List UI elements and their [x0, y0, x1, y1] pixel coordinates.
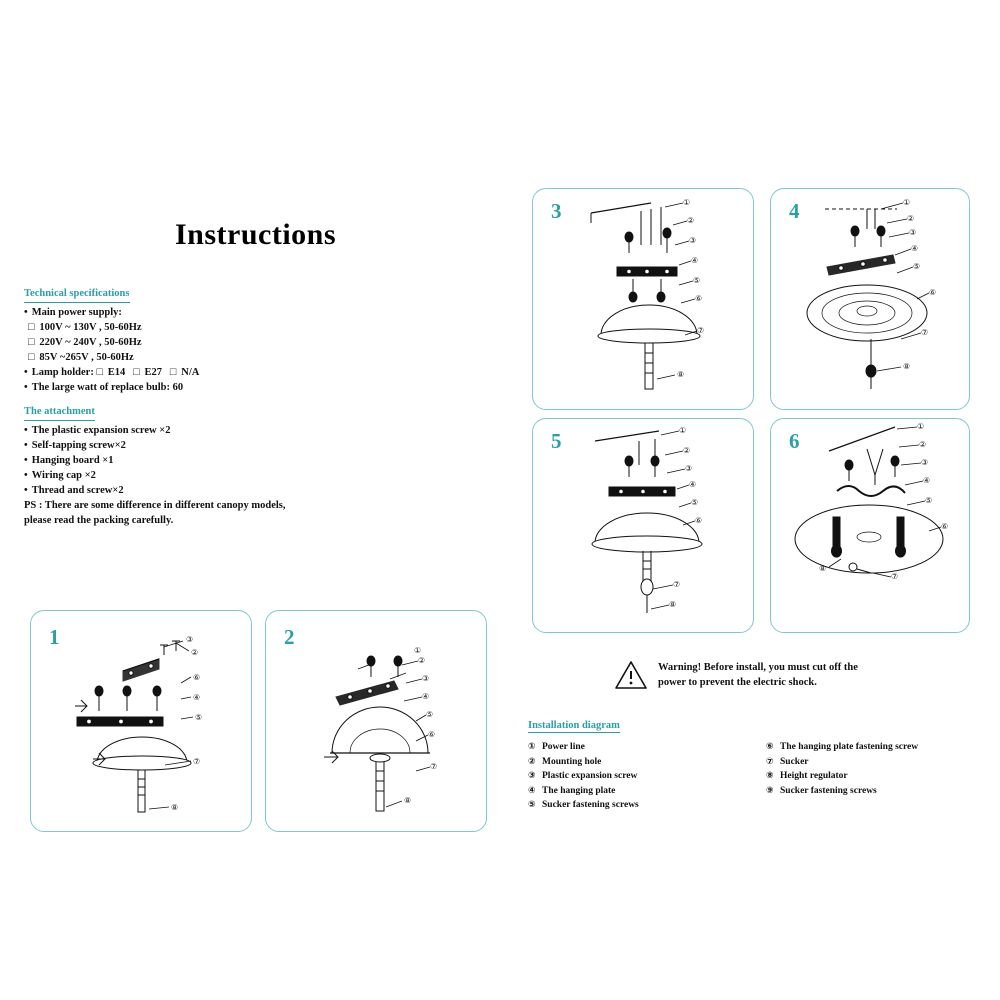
attachment-item-2: • Self-tapping screw×2 [24, 438, 334, 453]
svg-text:⑧: ⑧ [903, 362, 911, 371]
svg-text:⑦: ⑦ [193, 757, 201, 766]
legend-label: The hanging plate [542, 785, 616, 796]
ps-note-line-2: please read the packing carefully. [24, 515, 174, 526]
step-panel-6 [770, 418, 970, 633]
legend-label: Mounting hole [542, 756, 602, 767]
svg-text:⑧: ⑧ [669, 600, 677, 609]
svg-text:②: ② [683, 446, 691, 455]
svg-text:②: ② [687, 216, 695, 225]
step-3-illustration [533, 189, 755, 411]
step-panel-5 [532, 418, 754, 633]
svg-text:⑤: ⑤ [693, 276, 701, 285]
step-panel-1 [30, 610, 252, 832]
warning-line-1: Warning! Before install, you must cut off the [658, 662, 858, 673]
svg-text:⑤: ⑤ [691, 498, 699, 507]
svg-text:⑦: ⑦ [430, 762, 438, 771]
lamp-holder-option-na[interactable]: □ N/A [170, 367, 199, 378]
legend-label: The hanging plate fastening screw [780, 742, 919, 752]
svg-text:①: ① [683, 198, 691, 207]
legend-number: ④ [528, 785, 536, 796]
legend-item [766, 769, 978, 784]
legend-column-left [528, 740, 740, 813]
svg-text:④: ④ [923, 476, 931, 485]
legend-label: Sucker fastening screws [780, 785, 877, 796]
svg-text:⑧: ⑧ [404, 796, 412, 805]
legend-item [766, 755, 978, 770]
svg-text:⑦: ⑦ [673, 580, 681, 589]
legend-column-right [766, 740, 978, 813]
attachment-item-1: • The plastic expansion screw ×2 [24, 423, 334, 438]
svg-text:⑥: ⑥ [695, 516, 703, 525]
step-6-illustration [771, 419, 971, 634]
legend-number: ⑧ [766, 771, 774, 781]
svg-text:②: ② [907, 214, 915, 223]
svg-text:②: ② [919, 440, 927, 449]
lamp-holder-row [24, 365, 334, 380]
svg-text:⑧: ⑧ [677, 370, 685, 379]
page-title: Instructions [175, 218, 337, 251]
step-panel-2 [265, 610, 487, 832]
svg-text:⑥: ⑥ [193, 673, 201, 682]
step-1-illustration [31, 611, 253, 833]
legend-number: ② [528, 756, 536, 767]
svg-text:④: ④ [689, 480, 697, 489]
legend-item [528, 784, 740, 799]
svg-text:④: ④ [911, 244, 919, 253]
step-2-illustration [266, 611, 488, 833]
legend-item [528, 740, 740, 755]
svg-text:①: ① [903, 198, 911, 207]
svg-text:④: ④ [422, 692, 430, 701]
step-4-illustration [771, 189, 971, 411]
lamp-holder-label: • Lamp holder: [24, 367, 94, 378]
legend-item [528, 798, 740, 813]
step-panel-3 [532, 188, 754, 410]
svg-text:③: ③ [186, 635, 194, 644]
svg-text:⑧: ⑧ [171, 803, 179, 812]
legend-item [528, 769, 740, 784]
warning-text [658, 660, 858, 690]
svg-text:⑤: ⑤ [913, 262, 921, 271]
step-number-1: 1 [49, 625, 60, 649]
svg-text:⑦: ⑦ [891, 572, 899, 581]
svg-text:③: ③ [422, 674, 430, 683]
specifications-block [24, 286, 334, 528]
svg-text:③: ③ [685, 464, 693, 473]
legend-label: Plastic expansion screw [542, 771, 638, 781]
warning-triangle-icon [614, 660, 648, 690]
svg-text:⑤: ⑤ [925, 496, 933, 505]
svg-text:⑥: ⑥ [941, 522, 949, 531]
legend-number: ⑦ [766, 756, 774, 767]
attachment-heading: The attachment [24, 404, 95, 421]
warning-notice [614, 660, 974, 690]
main-power-supply-label: • Main power supply: [24, 305, 334, 320]
power-option-3[interactable]: □ 85V ~265V , 50-60Hz [24, 350, 334, 365]
svg-text:⑧: ⑧ [819, 564, 827, 573]
legend-number: ⑨ [766, 785, 774, 796]
step-5-illustration [533, 419, 755, 634]
legend-number: ① [528, 742, 536, 752]
svg-text:⑤: ⑤ [426, 710, 434, 719]
svg-text:②: ② [418, 656, 426, 665]
legend-number: ⑤ [528, 800, 536, 810]
svg-text:④: ④ [691, 256, 699, 265]
svg-text:⑥: ⑥ [929, 288, 937, 297]
svg-text:③: ③ [909, 228, 917, 237]
technical-specifications-heading: Technical specifications [24, 286, 130, 303]
step-number-4: 4 [789, 199, 800, 223]
svg-text:④: ④ [193, 693, 201, 702]
legend-item [766, 784, 978, 799]
power-option-2[interactable]: □ 220V ~ 240V , 50-60Hz [24, 335, 334, 350]
legend-number: ⑥ [766, 742, 774, 752]
svg-text:⑦: ⑦ [697, 326, 705, 335]
ps-note-line-1: PS : There are some difference in different canopy models, [24, 500, 286, 511]
step-number-6: 6 [789, 429, 800, 453]
svg-text:⑦: ⑦ [921, 328, 929, 337]
svg-text:②: ② [191, 648, 199, 657]
svg-text:③: ③ [689, 236, 697, 245]
lamp-holder-option-e27[interactable]: □ E27 [133, 367, 162, 378]
installation-diagram-legend [528, 720, 978, 813]
legend-label: Power line [542, 742, 585, 752]
svg-text:⑥: ⑥ [695, 294, 703, 303]
step-number-2: 2 [284, 625, 295, 649]
attachment-item-3: • Hanging board ×1 [24, 453, 334, 468]
legend-item [766, 740, 978, 755]
power-option-1[interactable]: □ 100V ~ 130V , 50-60Hz [24, 320, 334, 335]
step-number-3: 3 [551, 199, 562, 223]
step-panel-4 [770, 188, 970, 410]
legend-item [528, 755, 740, 770]
svg-text:③: ③ [921, 458, 929, 467]
replace-bulb-watt: • The large watt of replace bulb: 60 [24, 380, 334, 395]
lamp-holder-option-e14[interactable]: □ E14 [96, 367, 125, 378]
svg-text:⑤: ⑤ [195, 713, 203, 722]
warning-line-2: power to prevent the electric shock. [658, 677, 817, 688]
svg-text:①: ① [917, 422, 925, 431]
step-number-5: 5 [551, 429, 562, 453]
installation-diagram-heading: Installation diagram [528, 720, 620, 731]
svg-text:①: ① [679, 426, 687, 435]
legend-label: Sucker fastening screws [542, 800, 639, 810]
attachment-item-5: • Thread and screw×2 [24, 483, 334, 498]
svg-text:⑥: ⑥ [428, 730, 436, 739]
legend-label: Sucker [780, 756, 809, 767]
svg-text:①: ① [414, 646, 422, 655]
legend-number: ③ [528, 771, 536, 781]
legend-label: Height regulator [780, 771, 848, 781]
attachment-item-4: • Wiring cap ×2 [24, 468, 334, 483]
